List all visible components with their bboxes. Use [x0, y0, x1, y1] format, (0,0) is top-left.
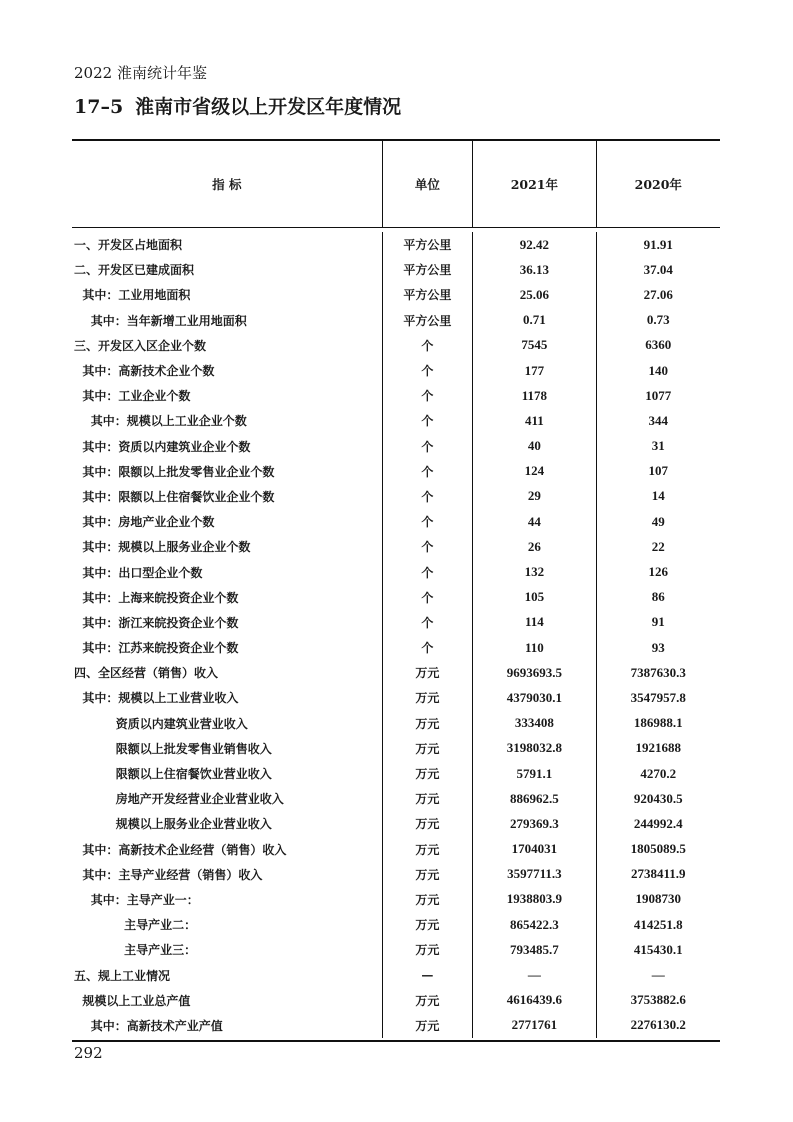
unit-cell: 个	[382, 383, 473, 408]
value-2020-cell: 27.06	[596, 282, 720, 307]
table-row	[72, 988, 720, 1013]
indicator-cell: 其中：高新技术企业个数	[74, 364, 215, 379]
value-2020-cell: 4270.2	[596, 761, 720, 786]
unit-cell: 万元	[382, 811, 473, 836]
unit-cell: 个	[382, 610, 473, 635]
indicator-cell: 五、规上工业情况	[74, 968, 171, 983]
value-2021-cell: 9693693.5	[472, 660, 595, 685]
indicator-cell: 二、开发区已建成面积	[74, 263, 195, 278]
table-row	[72, 736, 720, 761]
value-2020-cell: 93	[596, 635, 720, 660]
indicator-cell: 其中：规模以上工业营业收入	[74, 691, 239, 706]
table-row	[72, 509, 720, 534]
value-2021-cell: 1178	[472, 383, 595, 408]
value-2020-cell: 126	[596, 559, 720, 584]
value-2021-cell: 4616439.6	[472, 988, 595, 1013]
value-2021-cell: 7545	[472, 333, 595, 358]
unit-cell: —	[382, 962, 473, 987]
table-row	[72, 559, 720, 584]
value-2020-cell: 14	[596, 484, 720, 509]
table-row	[72, 912, 720, 937]
table-row	[72, 937, 720, 962]
value-2020-cell: 107	[596, 459, 720, 484]
value-2020-cell: 3753882.6	[596, 988, 720, 1013]
value-2021-cell: 2771761	[472, 1013, 595, 1038]
unit-cell: 万元	[382, 887, 473, 912]
table-row	[72, 887, 720, 912]
unit-cell: 平方公里	[382, 308, 473, 333]
unit-cell: 个	[382, 358, 473, 383]
value-2020-cell: 0.73	[596, 308, 720, 333]
table-header	[72, 139, 720, 228]
value-2020-cell: 3547957.8	[596, 685, 720, 710]
value-2021-cell: 26	[472, 534, 595, 559]
unit-cell: 万元	[382, 837, 473, 862]
value-2020-cell: 31	[596, 434, 720, 459]
indicator-cell: 其中：出口型企业个数	[74, 565, 203, 580]
table-row	[72, 962, 720, 987]
table-row	[72, 484, 720, 509]
unit-cell: 个	[382, 484, 473, 509]
indicator-cell: 主导产业三：	[74, 943, 197, 958]
indicator-cell: 其中：限额以上批发零售业企业个数	[74, 464, 275, 479]
value-2020-cell: 1805089.5	[596, 837, 720, 862]
indicator-cell: 限额以上批发零售业销售收入	[74, 741, 272, 756]
indicator-cell: 其中：主导产业一：	[74, 892, 199, 907]
unit-cell: 万元	[382, 988, 473, 1013]
header-indicator: 指 标	[212, 177, 242, 192]
unit-cell: 个	[382, 559, 473, 584]
value-2021-cell: 29	[472, 484, 595, 509]
value-2021-cell: 4379030.1	[472, 685, 595, 710]
table-row	[72, 1013, 720, 1038]
unit-cell: 万元	[382, 786, 473, 811]
table-row	[72, 811, 720, 836]
unit-cell: 万元	[382, 660, 473, 685]
table-number: 17–5	[74, 96, 124, 118]
value-2021-cell: 793485.7	[472, 937, 595, 962]
unit-cell: 个	[382, 509, 473, 534]
value-2020-cell: 37.04	[596, 257, 720, 282]
value-2020-cell: 186988.1	[596, 711, 720, 736]
unit-cell: 万元	[382, 761, 473, 786]
value-2021-cell: —	[472, 962, 595, 987]
table-row	[72, 585, 720, 610]
value-2020-cell: —	[596, 962, 720, 987]
indicator-cell: 其中：资质以内建筑业企业个数	[74, 439, 251, 454]
indicator-cell: 主导产业二：	[74, 918, 197, 933]
unit-cell: 平方公里	[382, 257, 473, 282]
indicator-cell: 其中：浙江来皖投资企业个数	[74, 615, 239, 630]
unit-cell: 个	[382, 534, 473, 559]
header-year-2021: 2021年	[472, 141, 595, 227]
value-2021-cell: 114	[472, 610, 595, 635]
table-row	[72, 282, 720, 307]
value-2021-cell: 0.71	[472, 308, 595, 333]
book-title: 2022 淮南统计年鉴	[74, 64, 207, 82]
value-2020-cell: 244992.4	[596, 811, 720, 836]
indicator-cell: 房地产开发经营业企业营业收入	[74, 792, 284, 807]
value-2021-cell: 865422.3	[472, 912, 595, 937]
table-row	[72, 660, 720, 685]
indicator-cell: 其中：当年新增工业用地面积	[74, 313, 247, 328]
unit-cell: 万元	[382, 1013, 473, 1038]
unit-cell: 平方公里	[382, 232, 473, 257]
table-row	[72, 862, 720, 887]
unit-cell: 万元	[382, 862, 473, 887]
table-row	[72, 786, 720, 811]
value-2021-cell: 886962.5	[472, 786, 595, 811]
unit-cell: 个	[382, 635, 473, 660]
indicator-cell: 其中：规模以上服务业企业个数	[74, 540, 251, 555]
header-unit: 单位	[382, 141, 473, 227]
indicator-cell: 规模以上工业总产值	[74, 993, 191, 1008]
indicator-cell: 其中：高新技术产业产值	[74, 1018, 223, 1033]
value-2020-cell: 2276130.2	[596, 1013, 720, 1038]
table-row	[72, 434, 720, 459]
indicator-cell: 其中：上海来皖投资企业个数	[74, 590, 239, 605]
table-row	[72, 459, 720, 484]
indicator-cell: 限额以上住宿餐饮业营业收入	[74, 767, 272, 782]
unit-cell: 个	[382, 585, 473, 610]
indicator-cell: 其中：工业用地面积	[74, 288, 191, 303]
indicator-cell: 资质以内建筑业营业收入	[74, 716, 248, 731]
value-2020-cell: 415430.1	[596, 937, 720, 962]
value-2020-cell: 344	[596, 408, 720, 433]
value-2020-cell: 1921688	[596, 736, 720, 761]
unit-cell: 个	[382, 408, 473, 433]
value-2021-cell: 1938803.9	[472, 887, 595, 912]
value-2020-cell: 91	[596, 610, 720, 635]
value-2021-cell: 92.42	[472, 232, 595, 257]
indicator-cell: 其中：高新技术企业经营（销售）收入	[74, 842, 287, 857]
indicator-cell: 规模以上服务业企业营业收入	[74, 817, 272, 832]
page-number: 292	[74, 1044, 103, 1062]
value-2021-cell: 5791.1	[472, 761, 595, 786]
unit-cell: 万元	[382, 685, 473, 710]
indicator-cell: 其中：规模以上工业企业个数	[74, 414, 247, 429]
unit-cell: 个	[382, 434, 473, 459]
header-year-2020: 2020年	[596, 141, 720, 227]
value-2020-cell: 1077	[596, 383, 720, 408]
table-row	[72, 610, 720, 635]
indicator-cell: 其中：限额以上住宿餐饮业企业个数	[74, 489, 275, 504]
value-2021-cell: 132	[472, 559, 595, 584]
statistics-table	[72, 139, 720, 1042]
value-2021-cell: 36.13	[472, 257, 595, 282]
value-2021-cell: 44	[472, 509, 595, 534]
value-2021-cell: 124	[472, 459, 595, 484]
table-row	[72, 232, 720, 257]
value-2021-cell: 279369.3	[472, 811, 595, 836]
indicator-cell: 三、开发区入区企业个数	[74, 338, 207, 353]
value-2021-cell: 25.06	[472, 282, 595, 307]
value-2020-cell: 91.91	[596, 232, 720, 257]
unit-cell: 平方公里	[382, 282, 473, 307]
indicator-cell: 四、全区经营（销售）收入	[74, 666, 219, 681]
table-row	[72, 383, 720, 408]
indicator-cell: 一、开发区占地面积	[74, 238, 183, 253]
value-2020-cell: 22	[596, 534, 720, 559]
unit-cell: 万元	[382, 912, 473, 937]
value-2021-cell: 411	[472, 408, 595, 433]
indicator-cell: 其中：江苏来皖投资企业个数	[74, 641, 239, 656]
table-row	[72, 711, 720, 736]
table-body	[72, 228, 720, 1042]
unit-cell: 个	[382, 333, 473, 358]
value-2020-cell: 414251.8	[596, 912, 720, 937]
indicator-cell: 其中：工业企业个数	[74, 389, 191, 404]
table-row	[72, 408, 720, 433]
table-row	[72, 635, 720, 660]
table-row	[72, 837, 720, 862]
table-title	[74, 92, 401, 119]
table-row	[72, 333, 720, 358]
table-row	[72, 257, 720, 282]
value-2021-cell: 105	[472, 585, 595, 610]
table-row	[72, 534, 720, 559]
value-2020-cell: 920430.5	[596, 786, 720, 811]
unit-cell: 个	[382, 459, 473, 484]
value-2021-cell: 333408	[472, 711, 595, 736]
table-row	[72, 358, 720, 383]
value-2021-cell: 40	[472, 434, 595, 459]
value-2021-cell: 1704031	[472, 837, 595, 862]
value-2020-cell: 2738411.9	[596, 862, 720, 887]
value-2020-cell: 86	[596, 585, 720, 610]
table-row	[72, 761, 720, 786]
indicator-cell: 其中：房地产业企业个数	[74, 515, 215, 530]
value-2021-cell: 177	[472, 358, 595, 383]
value-2021-cell: 3597711.3	[472, 862, 595, 887]
table-title-text: 淮南市省级以上开发区年度情况	[135, 96, 402, 118]
unit-cell: 万元	[382, 736, 473, 761]
value-2020-cell: 6360	[596, 333, 720, 358]
value-2020-cell: 1908730	[596, 887, 720, 912]
value-2020-cell: 7387630.3	[596, 660, 720, 685]
unit-cell: 万元	[382, 937, 473, 962]
unit-cell: 万元	[382, 711, 473, 736]
indicator-cell: 其中：主导产业经营（销售）收入	[74, 867, 263, 882]
value-2021-cell: 3198032.8	[472, 736, 595, 761]
value-2021-cell: 110	[472, 635, 595, 660]
value-2020-cell: 140	[596, 358, 720, 383]
table-row	[72, 308, 720, 333]
table-row	[72, 685, 720, 710]
value-2020-cell: 49	[596, 509, 720, 534]
